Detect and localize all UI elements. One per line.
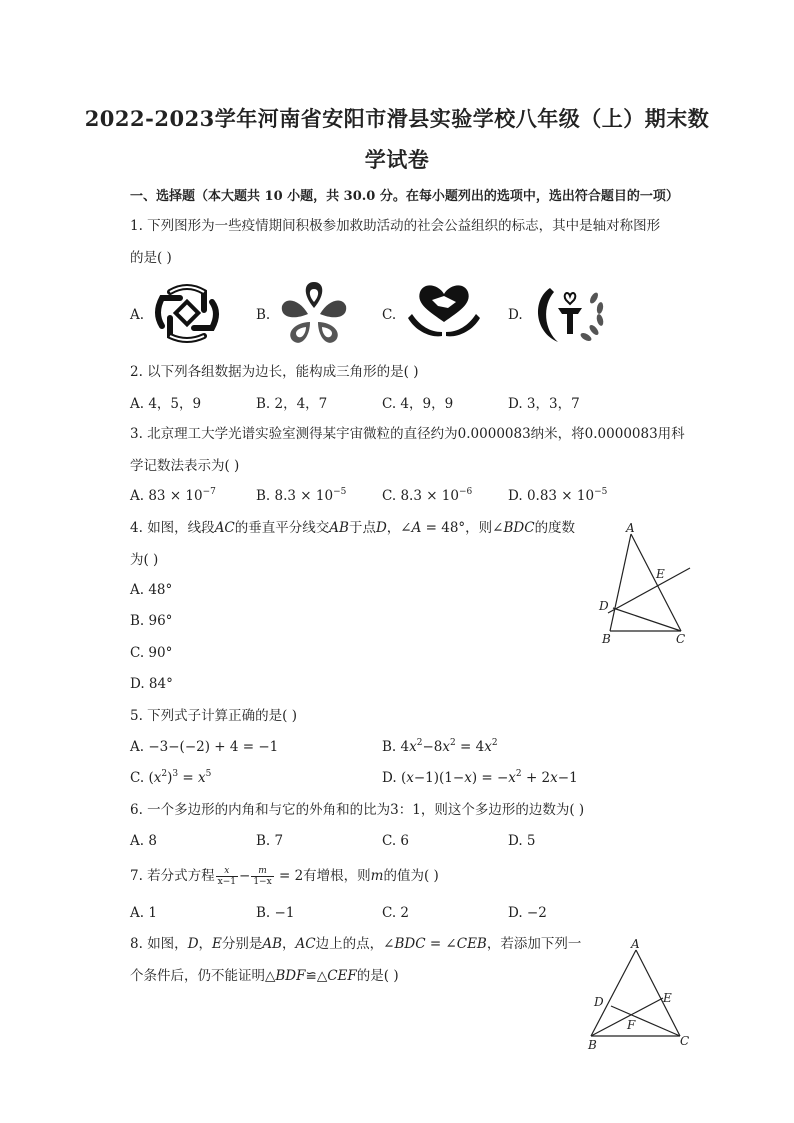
- q8-label-c: C: [680, 1034, 690, 1048]
- q3-option-d: D. $0.83 \times 10^{-5}$: [508, 487, 608, 504]
- q2-option-d: D. 3，3，7: [508, 396, 580, 412]
- q8-triangle-figure: [578, 934, 698, 1058]
- q8-label-a: A: [631, 937, 640, 951]
- q7-option-b: B. −1: [256, 905, 295, 921]
- q7-option-d: D. −2: [508, 905, 547, 921]
- question-6-stem: 6. 一个多边形的内角和与它的外角和的比为3：1，则这个多边形的边数为( ): [130, 802, 585, 818]
- q4-label-d: D: [599, 599, 609, 613]
- q1-option-b-label: B.: [256, 307, 271, 323]
- question-8-stem-cont: 个条件后，仍不能证明△BDF≌△CEF的是( ): [130, 968, 399, 984]
- q5-option-b: B. $4x^2-8x^2 = 4x^2$: [382, 738, 498, 755]
- q2-option-a: A. 4，5，9: [130, 396, 202, 412]
- question-3-stem-cont: 学记数法表示为( ): [130, 458, 240, 474]
- q1-option-a-label: A.: [130, 307, 145, 323]
- q8-label-f: F: [627, 1018, 636, 1032]
- q8-label-b: B: [588, 1038, 597, 1052]
- question-4-stem: 4. 如图，线段AC的垂直平分线交AB于点D，∠A = 48°，则∠BDC的度数: [130, 520, 576, 536]
- question-8-stem: 8. 如图，D，E分别是AB，AC边上的点，∠BDC = ∠CEB，若添加下列一: [130, 936, 582, 952]
- q6-option-a: A. 8: [130, 833, 157, 849]
- knot-logo-icon: [150, 280, 224, 346]
- question-5-stem: 5. 下列式子计算正确的是( ): [130, 708, 297, 724]
- petal-logo-icon: [278, 278, 350, 348]
- q5-option-d: D. $(x-1)(1-x) = -x^2 + 2x-1$: [382, 769, 578, 786]
- q7-fraction-2: $\frac{m}{1-x}$: [253, 866, 272, 887]
- q4-option-a: A. 48°: [130, 582, 173, 598]
- q2-option-b: B. 2，4，7: [256, 396, 328, 412]
- q4-option-c: C. 90°: [130, 645, 173, 661]
- question-4-stem-cont: 为( ): [130, 552, 159, 568]
- q5-option-c: C. $(x^2)^3 = x^5$: [130, 769, 212, 786]
- question-1-stem-cont: 的是( ): [130, 250, 172, 266]
- q4-option-b: B. 96°: [130, 613, 173, 629]
- page-title-continued: 学试卷: [364, 147, 430, 172]
- q4-label-e: E: [656, 567, 665, 581]
- q4-label-a: A: [626, 521, 635, 535]
- section-header: 一、选择题（本大题共 10 小题，共 30.0 分。在每小题列出的选项中，选出符合题目的一项）: [130, 189, 679, 204]
- q6-option-c: C. 6: [382, 833, 410, 849]
- question-1-stem: 1. 下列图形为一些疫情期间积极参加救助活动的社会公益组织的标志，其中是轴对称图形: [130, 218, 661, 234]
- q6-option-d: D. 5: [508, 833, 536, 849]
- q3-option-c: C. $8.3 \times 10^{-6}$: [382, 487, 473, 504]
- heart-handshake-logo-icon: [402, 282, 486, 342]
- q1-option-c-label: C.: [382, 307, 397, 323]
- q5-option-a: A. −3−(−2) + 4 = −1: [130, 739, 279, 755]
- question-7-stem: 7. 若分式方程 $\frac{x}{x-1}$ − $\frac{m}{1-x}$ = 2有增根，则m的值为( ): [130, 866, 439, 887]
- q1-option-d-label: D.: [508, 307, 523, 323]
- q4-option-d: D. 84°: [130, 676, 173, 692]
- q7-fraction-1: $\frac{x}{x-1}$: [217, 866, 237, 887]
- wreath-logo-icon: [528, 280, 612, 346]
- q6-option-b: B. 7: [256, 833, 284, 849]
- q4-label-b: B: [602, 632, 611, 646]
- q8-label-e: E: [663, 991, 672, 1005]
- q2-option-c: C. 4，9，9: [382, 396, 454, 412]
- q7-option-c: C. 2: [382, 905, 410, 921]
- question-3-stem: 3. 北京理工大学光谱实验室测得某宇宙微粒的直径约为0.0000083纳米，将0.0000083用科: [130, 426, 685, 442]
- q3-option-b: B. $8.3 \times 10^{-5}$: [256, 487, 347, 504]
- q8-label-d: D: [594, 995, 604, 1009]
- q3-option-a: A. $83 \times 10^{-7}$: [130, 487, 216, 504]
- q4-label-c: C: [676, 632, 686, 646]
- question-2-stem: 2. 以下列各组数据为边长，能构成三角形的是( ): [130, 364, 419, 380]
- q4-triangle-figure: [590, 518, 700, 650]
- q7-option-a: A. 1: [130, 905, 157, 921]
- page-title: 2022-2023学年河南省安阳市滑县实验学校八年级（上）期末数: [84, 106, 710, 131]
